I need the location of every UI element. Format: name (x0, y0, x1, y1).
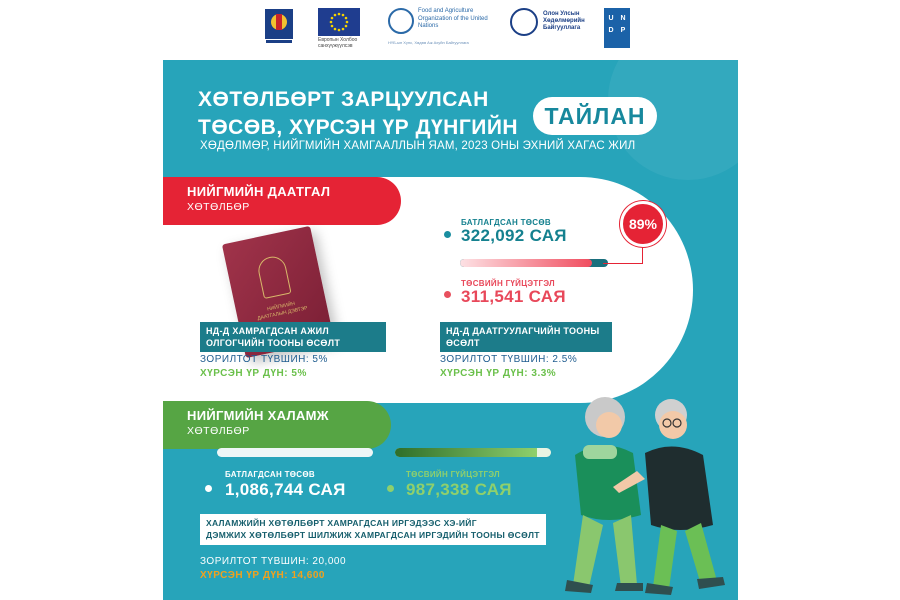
welfare-tab (163, 401, 391, 449)
insurance-approved-value: 322,092 САЯ (461, 226, 567, 245)
insurance-indicator2-target: ЗОРИЛТОТ ТҮВШИН: 2.5% (440, 354, 578, 365)
welfare-indicator-result: ХҮРСЭН ҮР ДҮН: 14,600 (200, 570, 325, 581)
welfare-execution-value: 987,338 САЯ (406, 480, 512, 499)
booklet-title: НИЙГМИЙН ДААТГАЛЫН ДЭВТЭР (256, 300, 309, 322)
insurance-approved-label: БАТЛАГДСАН ТӨСӨВ (461, 218, 551, 227)
mongolia-emblem-logo (264, 8, 294, 44)
undp-logo (604, 8, 630, 48)
welfare-approved-label: БАТЛАГДСАН ТӨСӨВ (225, 470, 315, 479)
undp-letter: N (620, 14, 626, 22)
fao-subtitle: НҮБ-ын Хүнс, Хөдөө Аж Ахуйн Байгууллага (388, 40, 469, 45)
insurance-execution-value: 311,541 САЯ (461, 287, 566, 306)
undp-letter: D (608, 27, 614, 35)
welfare-indicator-title-line2: ДЭМЖИХ ХӨТӨЛБӨРТ ШИЛЖИЖ ХАМРАГДСАН ИРГЭДИЙН ТООНЫ ӨСӨЛТ (206, 530, 540, 541)
welfare-execution-dot-icon (387, 485, 394, 492)
execution-dot-icon (444, 291, 451, 298)
fao-name: Food and Agriculture Organization of the United Nations (418, 8, 488, 29)
welfare-indicator-title-line1: ХАЛАМЖИЙН ХӨТӨЛБӨРТ ХАМРАГДСАН ИРГЭДЭЭС ХЭ-ИЙГ (206, 518, 477, 528)
welfare-approved-value: 1,086,744 САЯ (225, 480, 346, 499)
ilo-name: Олон Улсын Хөдөлмөрийн Байгууллага (543, 11, 585, 32)
insurance-execution-bar-fill (460, 259, 592, 267)
welfare-tab-subtitle: ХӨТӨЛБӨР (187, 425, 250, 437)
subtitle: ХӨДӨЛМӨР, НИЙГМИЙН ХАМГААЛЛЫН ЯАМ, 2023 ОНЫ ЭХНИЙ ХАГАС ЖИЛ (200, 140, 636, 152)
undp-letter: U (608, 14, 614, 22)
insurance-tab-subtitle: ХӨТӨЛБӨР (187, 201, 250, 213)
report-badge: ТАЙЛАН (533, 97, 657, 135)
welfare-execution-bar-fill (395, 448, 537, 457)
eu-caption: Европын Холбоо санхүүжүүлсэв (318, 37, 358, 49)
insurance-indicator1-target: ЗОРИЛТОТ ТҮВШИН: 5% (200, 354, 328, 365)
welfare-approved-bar (217, 448, 373, 457)
fao-emblem-icon (388, 8, 414, 34)
welfare-execution-label: ТӨСВИЙН ГҮЙЦЭТГЭЛ (406, 470, 500, 479)
welfare-approved-dot-icon (205, 485, 212, 492)
welfare-execution-bar (395, 448, 551, 457)
infographic-panel (163, 60, 738, 600)
insurance-execution-percent: 89% (620, 201, 666, 247)
eu-flag-logo (318, 8, 368, 49)
main-title-line2: ТӨСӨВ, ХҮРСЭН ҮР ДҮНГИЙН (198, 116, 519, 139)
elderly-couple-illustration (553, 375, 738, 600)
welfare-indicator-target: ЗОРИЛТОТ ТҮВШИН: 20,000 (200, 556, 347, 567)
insurance-tab (163, 177, 401, 225)
insurance-execution-bar (460, 259, 608, 267)
percent-connector-line (603, 246, 643, 264)
approved-budget-dot-icon (444, 231, 451, 238)
insurance-indicator2-title: НД-Д ДААТГУУЛАГЧИЙН ТООНЫ ӨСӨЛТ (440, 322, 612, 352)
undp-letter: P (620, 27, 626, 35)
main-title-line1: ХӨТӨЛБӨРТ ЗАРЦУУЛСАН (198, 88, 489, 111)
eu-flag (318, 8, 360, 36)
insurance-indicator1-result: ХҮРСЭН ҮР ДҮН: 5% (200, 368, 307, 379)
insurance-indicator2-result: ХҮРСЭН ҮР ДҮН: 3.3% (440, 368, 557, 379)
welfare-indicator-title (200, 514, 546, 545)
insurance-execution-label: ТӨСВИЙН ГҮЙЦЭТГЭЛ (461, 279, 555, 288)
partner-logos (0, 0, 900, 58)
booklet-emblem-icon (256, 254, 292, 299)
welfare-tab-title: НИЙГМИЙН ХАЛАМЖ (187, 408, 329, 423)
ilo-emblem-icon (510, 8, 538, 36)
insurance-tab-title: НИЙГМИЙН ДААТГАЛ (187, 184, 331, 199)
insurance-indicator1-title: НД-Д ХАМРАГДСАН АЖИЛ ОЛГОГЧИЙН ТООНЫ ӨСӨЛТ (200, 322, 386, 352)
